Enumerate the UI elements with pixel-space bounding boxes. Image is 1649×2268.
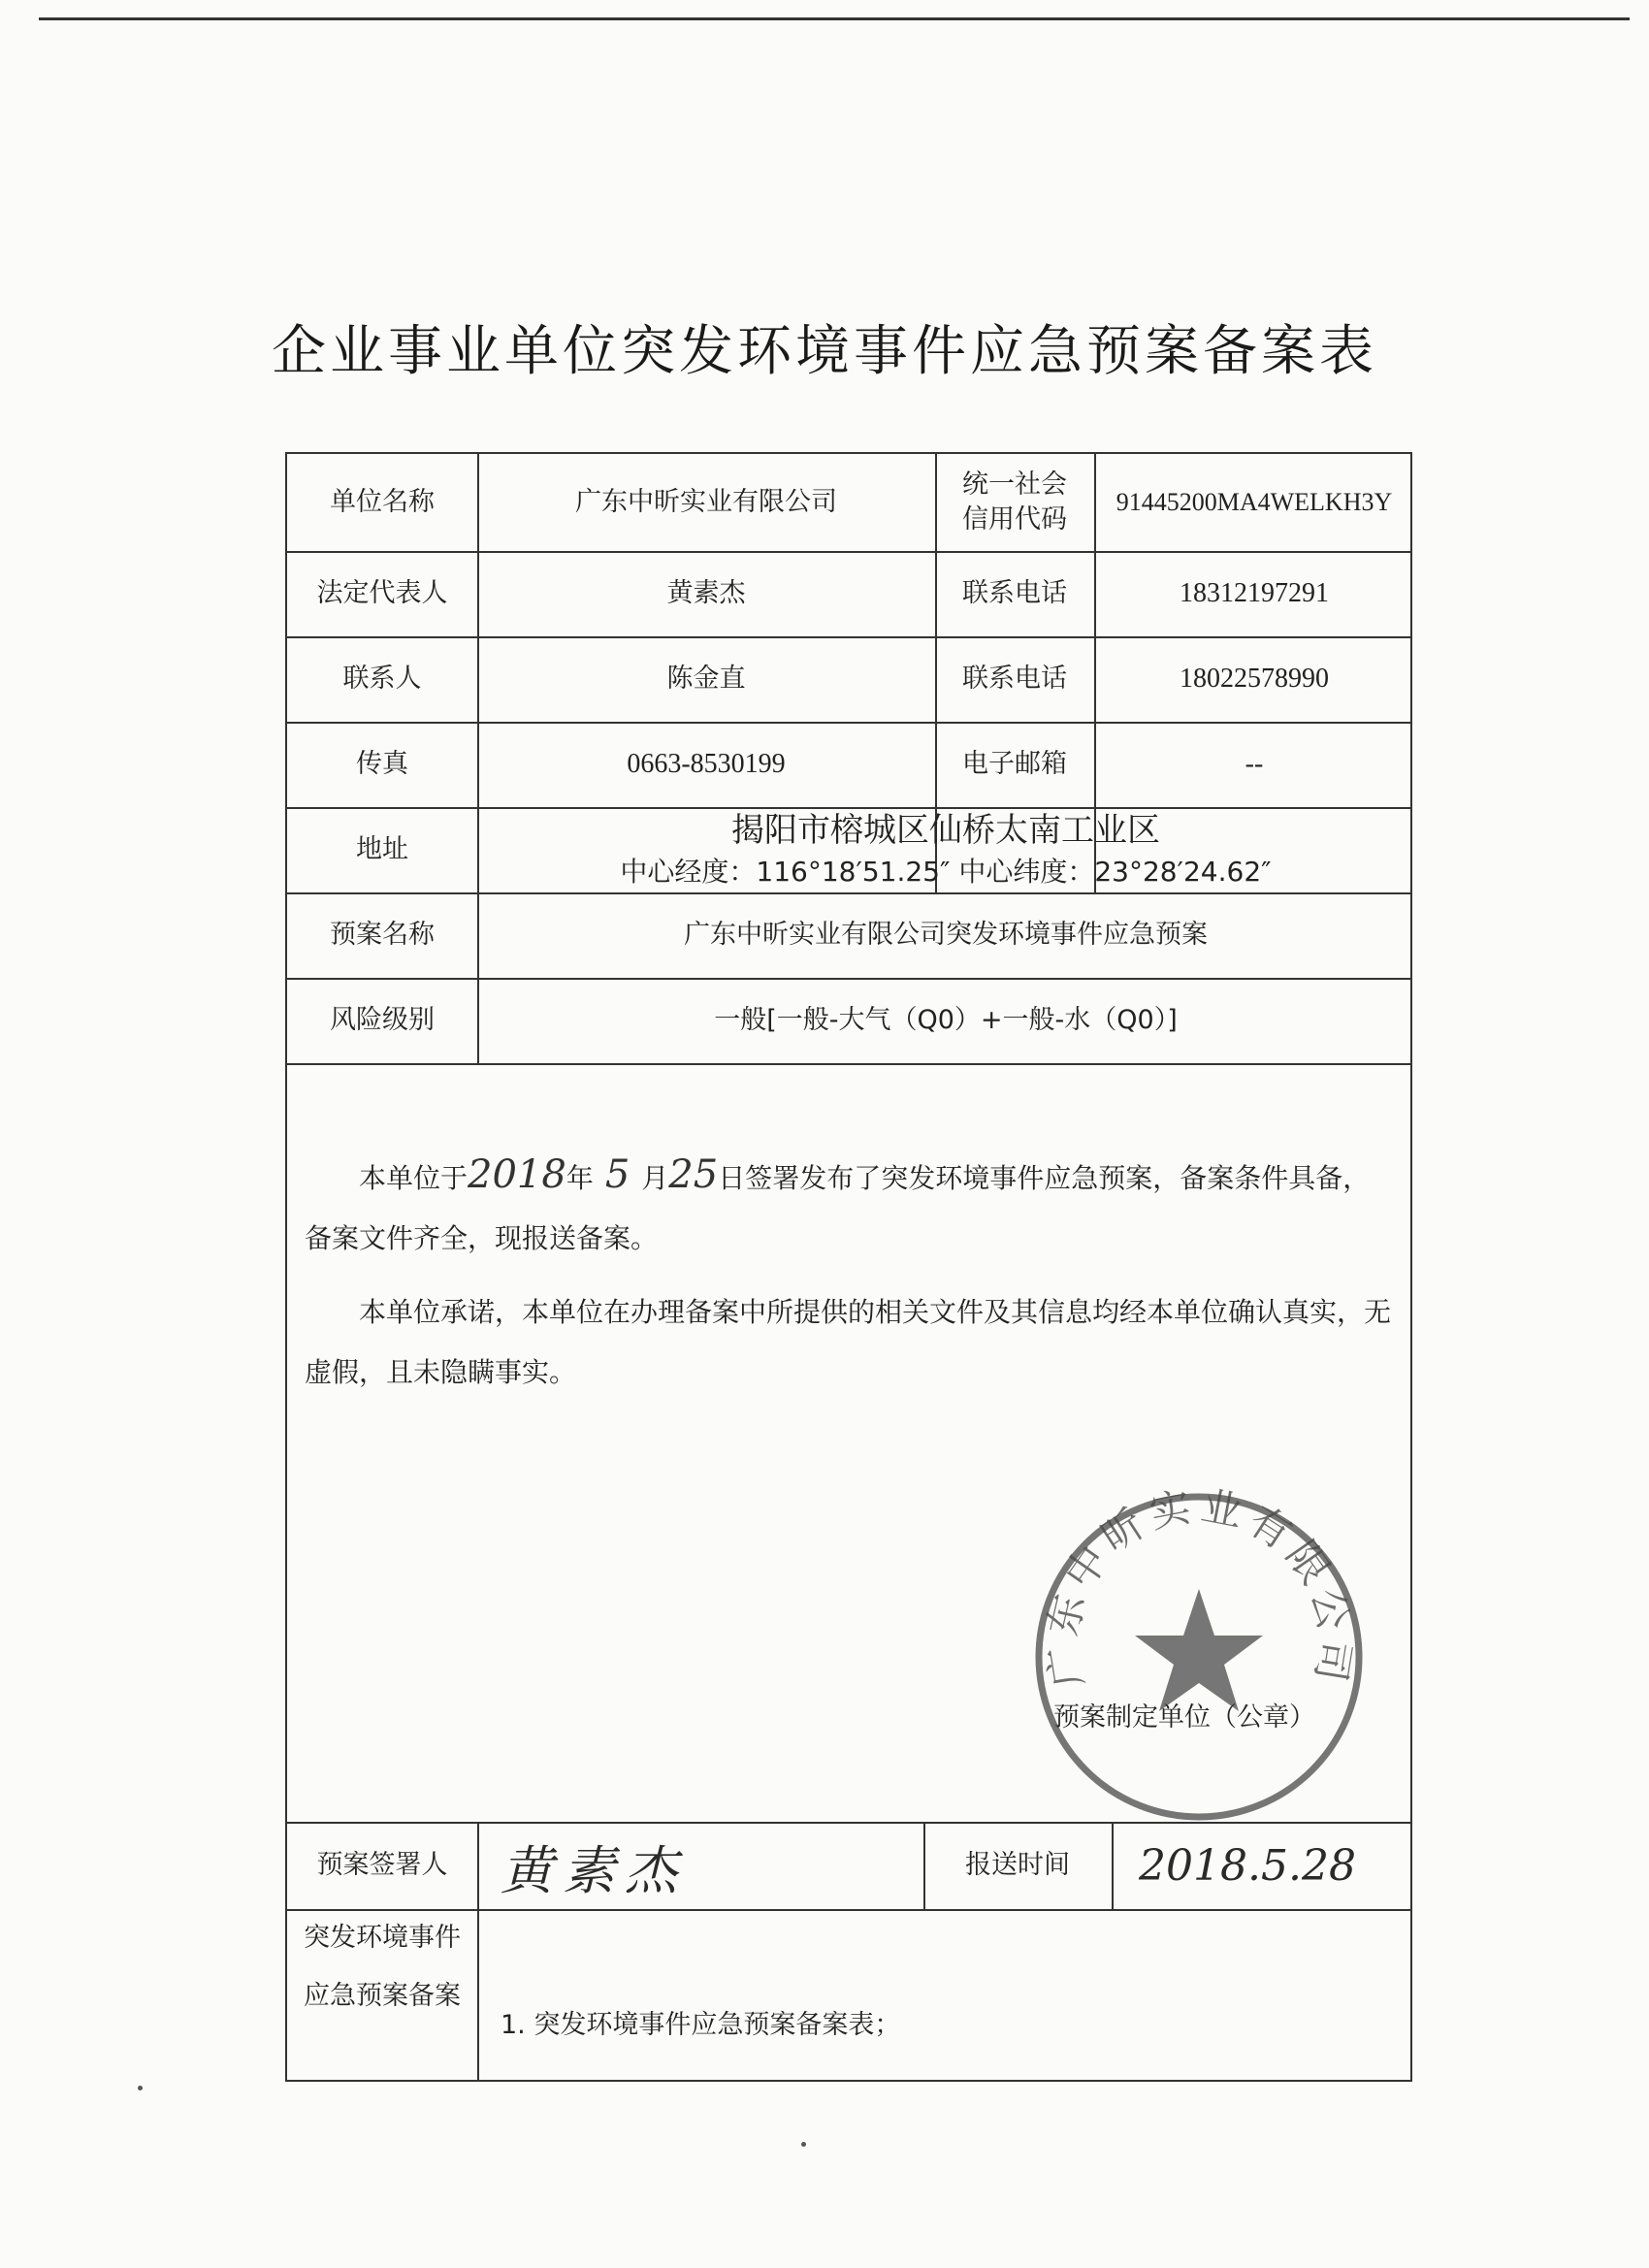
form-title: 企业事业单位突发环境事件应急预案备案表	[272, 320, 1377, 383]
handwritten-month: 5	[604, 1152, 630, 1197]
attachments-label-line1: 突发环境事件	[304, 1923, 461, 1953]
attachment-item-1: 1. 突发环境事件应急预案备案表；	[501, 2010, 901, 2040]
credit-code-label-line2: 信用代码	[962, 504, 1067, 535]
statement-intro: 本单位于	[359, 1162, 469, 1194]
credit-code-value: 91445200MA4WELKH3Y	[1116, 488, 1393, 517]
fax-label: 传真	[356, 748, 408, 779]
submit-time-label: 报送时间	[965, 1849, 1070, 1880]
col-divider	[1112, 1822, 1114, 1909]
scan-speck	[138, 2086, 143, 2090]
col-divider	[477, 1822, 479, 2082]
phone1-label: 联系电话	[962, 577, 1067, 608]
phone2-label: 联系电话	[962, 663, 1067, 694]
seal-star-icon	[1135, 1589, 1263, 1711]
filing-form-table	[285, 452, 1412, 2082]
contact-value: 陈金直	[666, 663, 746, 694]
seal-text: 广东中昕实业有限公司	[1038, 1482, 1360, 1691]
phone1-value: 18312197291	[1180, 578, 1329, 609]
year-unit: 年	[566, 1162, 594, 1194]
signer-signature: 黄素杰	[501, 1840, 687, 1901]
page-top-rule	[39, 17, 1630, 20]
scan-speck	[801, 2142, 806, 2147]
signer-label: 预案签署人	[316, 1849, 448, 1880]
row-divider	[287, 1063, 1410, 1065]
month-unit: 月	[641, 1162, 669, 1194]
plan-name-value: 广东中昕实业有限公司突发环境事件应急预案	[684, 919, 1208, 950]
statement-body: 日签署发布了突发环境事件应急预案，备案条件具备，备案文件齐全，现报送备案。	[305, 1162, 1371, 1254]
handwritten-year: 2018	[468, 1152, 566, 1197]
legal-rep-label: 法定代表人	[316, 577, 448, 608]
fax-value: 0663-8530199	[627, 749, 786, 780]
phone2-value: 18022578990	[1180, 664, 1329, 695]
address-label: 地址	[356, 833, 408, 864]
email-value: --	[1245, 749, 1264, 780]
submit-date-handwritten: 2018.5.28	[1139, 1841, 1356, 1891]
credit-code-label-line1: 统一社会	[962, 469, 1067, 500]
address-cell	[477, 807, 1414, 892]
contact-label: 联系人	[342, 663, 422, 694]
statement-paragraph-2: 本单位承诺，本单位在办理备案中所提供的相关文件及其信息均经本单位确认真实，无虚假，且未隐瞒事实。	[305, 1296, 1392, 1388]
unit-name-label: 单位名称	[330, 486, 435, 517]
coordinates-value: 中心经度：116°18′51.25″ 中心纬度：23°28′24.62″	[620, 856, 1272, 889]
seal-caption: 预案制定单位（公章）	[1053, 1702, 1315, 1733]
risk-level-label: 风险级别	[330, 1004, 435, 1035]
email-label: 电子邮箱	[962, 748, 1067, 779]
credit-code-label	[935, 454, 1094, 551]
legal-rep-value: 黄素杰	[666, 577, 746, 608]
plan-name-label: 预案名称	[330, 919, 435, 950]
risk-level-value: 一般[一般-大气（Q0）+一般-水（Q0）]	[714, 1004, 1178, 1035]
handwritten-day: 25	[668, 1152, 719, 1197]
attachments-label-line2: 应急预案备案	[304, 1981, 461, 2011]
statement-block	[305, 1145, 1395, 1403]
address-value: 揭阳市榕城区仙桥太南工业区	[731, 811, 1160, 851]
unit-name-value: 广东中昕实业有限公司	[575, 486, 837, 517]
statement-paragraph-1	[305, 1145, 1395, 1269]
attachments-label	[287, 1909, 477, 2025]
company-seal	[1024, 1482, 1374, 1831]
